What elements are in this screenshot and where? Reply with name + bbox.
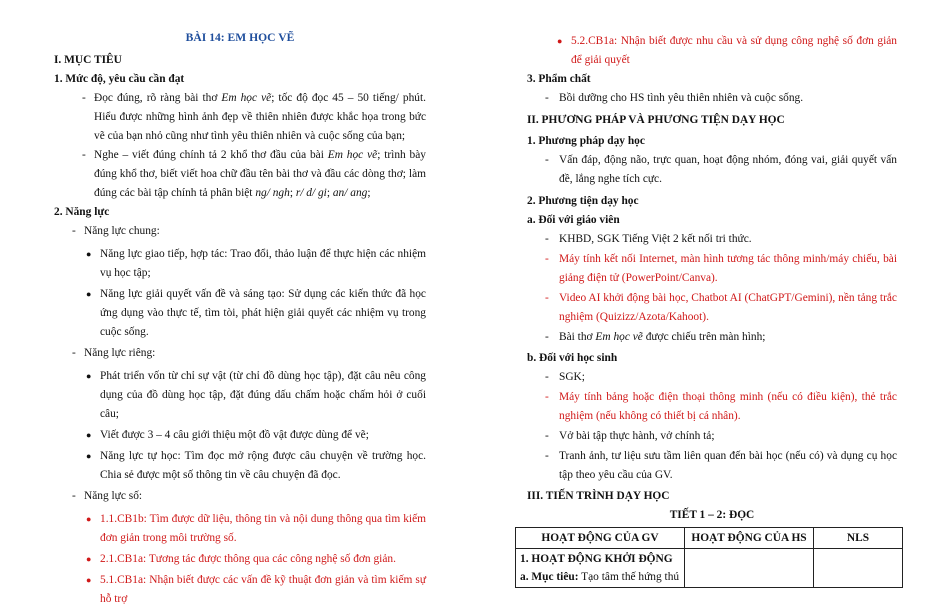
teacher-heading: a. Đối với giáo viên [527, 214, 620, 226]
student-item: - Tranh ảnh, tư liệu sưu tầm liên quan đến bài học (nếu có) và dụng cụ học tập theo yêu cầu của GV. [545, 450, 897, 481]
subsection-teaching-method: 1. Phương pháp dạy học [527, 135, 645, 147]
left-column [54, 28, 426, 611]
list-item: ● Năng lực tự học: Tìm đọc mở rộng được câu chuyện về trường học. Chia sẻ được một số thông tin về câu chuyện đã đọc. [54, 447, 426, 485]
list-item: ● Phát triển vốn từ chỉ sự vật (từ chỉ đồ dùng học tập), đặt câu nêu công dụng của đồ dùng học tập, đặt đúng dấu chấm hoặc chấm hỏi ở cuối câu; [54, 367, 426, 424]
teacher-item: - Máy tính kết nối Internet, màn hình tương tác thông minh/máy chiếu, bài giảng điện tử (PowerPoint/Canva). [545, 253, 897, 284]
table-header-student: HOẠT ĐỘNG CỦA HS [685, 528, 814, 549]
method-item: - Vấn đáp, động não, trực quan, hoạt động nhóm, đóng vai, giải quyết vấn đề, lắng nghe tích cực. [545, 154, 897, 185]
lesson-title: BÀI 14: EM HỌC VẼ [185, 31, 295, 44]
subsection-teaching-means: 2. Phương tiện dạy học [527, 195, 639, 207]
bullet-icon: ● [86, 575, 92, 585]
table-header-nls: NLS [814, 528, 903, 549]
bullet-icon: ● [557, 36, 563, 46]
section-objectives: I. MỤC TIÊU [54, 54, 122, 66]
dash-marker: - [82, 92, 86, 104]
table-cell-student [685, 549, 814, 588]
bullet-icon: ● [86, 289, 92, 299]
dash-marker: - [82, 149, 86, 161]
list-item: ● 1.1.CB1b: Tìm được dữ liệu, thông tin và nội dung thông qua tìm kiếm đơn giản trong môi trường số. [54, 510, 426, 548]
list-item: ● 2.1.CB1a: Tương tác được thông qua các công nghệ số đơn giản. [54, 550, 426, 569]
list-item: ● Viết được 3 – 4 câu giới thiệu một đồ vật được dùng để vẽ; [54, 426, 426, 445]
bullet-icon: ● [86, 554, 92, 564]
subsection-requirements: 1. Mức độ, yêu cầu cần đạt [54, 73, 185, 85]
bullet-icon: ● [86, 371, 92, 381]
specific-competence-label: - Năng lực riêng: [72, 347, 156, 359]
bullet-icon: ● [86, 514, 92, 524]
table-cell-nls [814, 549, 903, 588]
teacher-item: - Bài thơ Em học vẽ được chiếu trên màn hình; [545, 331, 766, 343]
list-item: ● 5.1.CB1a: Nhận biết được các vấn đề kỹ thuật đơn giản và tìm kiếm sự hỗ trợ [54, 571, 426, 609]
lesson-period-heading: TIẾT 1 – 2: ĐỌC [669, 509, 755, 521]
quality-item: - Bồi dưỡng cho HS tình yêu thiên nhiên và cuộc sống. [545, 92, 804, 104]
section-process: III. TIẾN TRÌNH DẠY HỌC [527, 490, 670, 502]
student-item: - SGK; [545, 371, 585, 383]
student-item: - Vở bài tập thực hành, vở chính tả; [545, 430, 715, 442]
list-item: ● 5.2.CB1a: Nhận biết được nhu cầu và sử dụng công nghệ số đơn giản để giải quyết [527, 32, 897, 70]
bullet-icon: ● [86, 430, 92, 440]
digital-competence-label: - Năng lực số: [72, 490, 143, 502]
list-item: ● Năng lực giải quyết vấn đề và sáng tạo: Sử dụng các kiến thức đã học ứng dụng vào thực tế, tìm tòi, phát hiện giải quyết các nhiệm vụ trong cuộc sống. [54, 285, 426, 342]
requirement-reading: - Đọc đúng, rõ ràng bài thơ Em học vẽ; tốc độ đọc 45 – 50 tiếng/ phút. Hiểu được những hình ảnh đẹp về thiên nhiên được khắc họa trong bức vẽ của bạn nhỏ cũng như tình yêu thiên nhiên và cuộc sống của bạn; [54, 89, 426, 146]
bullet-icon: ● [86, 451, 92, 461]
right-column [520, 32, 897, 588]
table-cell-teacher: 1. HOẠT ĐỘNG KHỞI ĐỘNG a. Mục tiêu: Tạo tâm thế hứng thú [516, 549, 685, 588]
list-item: ● Năng lực giao tiếp, hợp tác: Trao đổi, thảo luận để thực hiện các nhiệm vụ học tập; [54, 245, 426, 283]
student-item: - Máy tính bảng hoặc điện thoại thông minh (nếu có điều kiện), thẻ trắc nghiệm (nếu không có thiết bị cá nhân). [545, 391, 897, 422]
teacher-item: - Video AI khởi động bài học, Chatbot AI (ChatGPT/Gemini), nền tảng trắc nghiệm (Quizizz/Azota/Kahoot). [545, 292, 897, 323]
student-heading: b. Đối với học sinh [527, 352, 618, 364]
requirement-writing: - Nghe – viết đúng chính tả 2 khổ thơ đầu của bài Em học vẽ; trình bày đúng khổ thơ, biết viết hoa chữ đầu tên bài thơ và đầu các dòng thơ; làm đúng các bài tập chính tả phân biệt ng/ ngh; r/ d/ gi; an/ ang; [54, 146, 426, 203]
subsection-competence: 2. Năng lực [54, 206, 110, 218]
teacher-item: - KHBD, SGK Tiếng Việt 2 kết nối tri thức. [545, 233, 752, 245]
general-competence-label: - Năng lực chung: [72, 225, 160, 237]
activity-table [515, 527, 903, 588]
table-row [516, 549, 903, 588]
section-methods: II. PHƯƠNG PHÁP VÀ PHƯƠNG TIỆN DẠY HỌC [527, 114, 785, 126]
table-header-row [516, 528, 903, 549]
subsection-qualities: 3. Phẩm chất [527, 73, 591, 85]
table-header-teacher: HOẠT ĐỘNG CỦA GV [516, 528, 685, 549]
bullet-icon: ● [86, 249, 92, 259]
